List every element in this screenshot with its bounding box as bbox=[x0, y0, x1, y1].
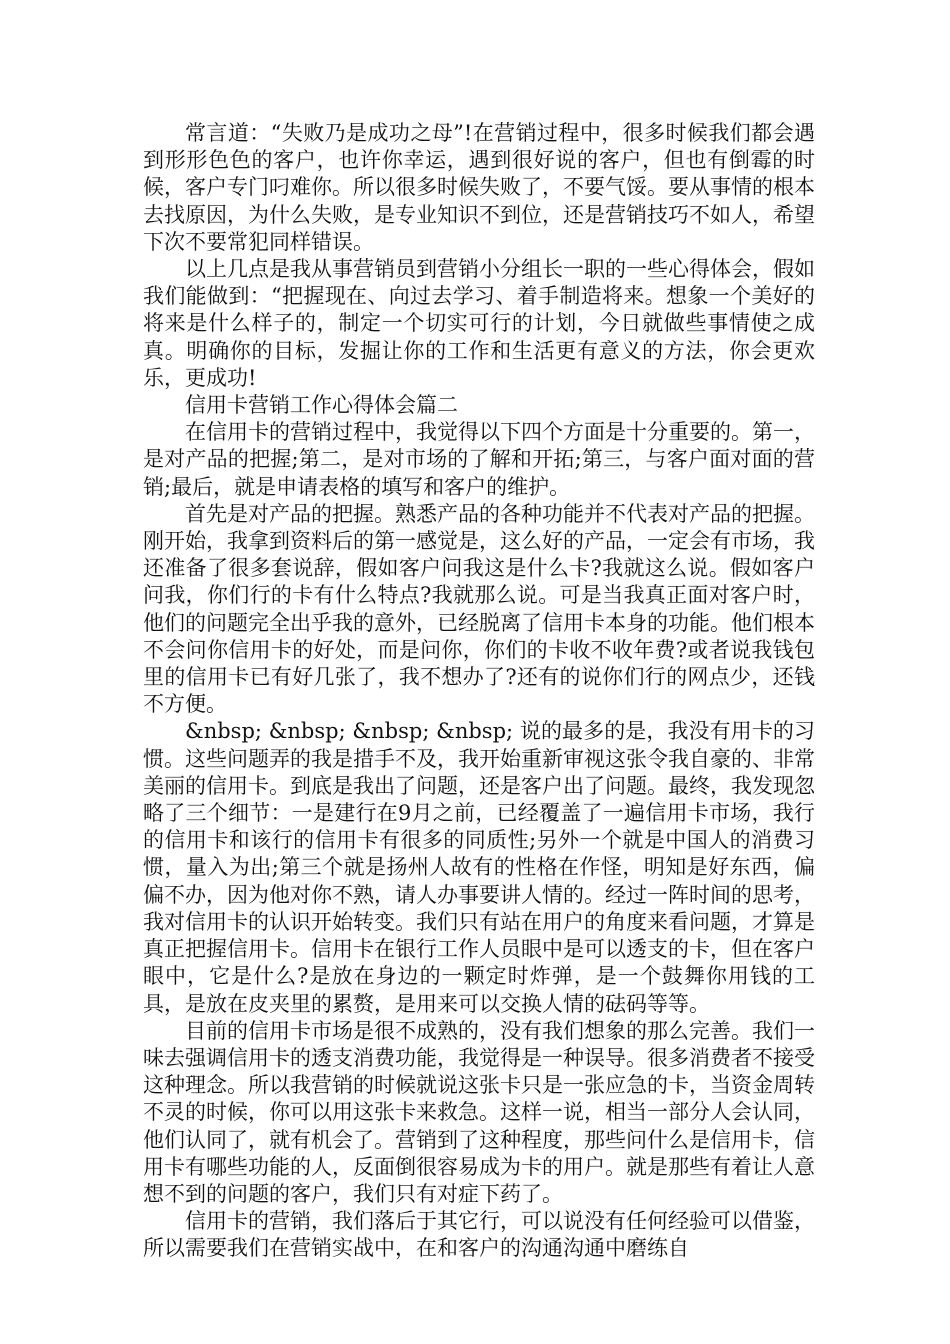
paragraph: 目前的信用卡市场是很不成熟的，没有我们想象的那么完善。我们一味去强调信用卡的透支消费功能，我觉得是一种误导。很多消费者不接受这种理念。所以我营销的时候就说这张卡只是一张应急的卡，当资金周转不灵的时候，你可以用这张卡来救急。这样一说，相当一部分人会认同，他们认同了，就有机会了。营销到了这种程度，那些问什么是信用卡，信用卡有哪些功能的人，反面倒很容易成为卡的用户。就是那些有着让人意想不到的问题的客户，我们只有对症下药了。 bbox=[143, 1018, 815, 1206]
paragraph: 常言道：“失败乃是成功之母”!在营销过程中，很多时候我们都会遇到形形色色的客户，也许你幸运，遇到很好说的客户，但也有倒霉的时候，客户专门叼难你。所以很多时候失败了，不要气馁。要从事情的根本去找原因，为什么失败，是专业知识不到位，还是营销技巧不如人，希望下次不要常犯同样错误。 bbox=[143, 121, 815, 254]
paragraph: 以上几点是我从事营销员到营销小分组长一职的一些心得体会，假如我们能做到：“把握现在、向过去学习、着手制造将来。想象一个美好的将来是什么样子的，制定一个切实可行的计划，今日就做些事情使之成真。明确你的目标，发掘让你的工作和生活更有意义的方法，你会更欢乐，更成功! bbox=[143, 257, 815, 390]
paragraph: 信用卡的营销，我们落后于其它行，可以说没有任何经验可以借鉴，所以需要我们在营销实战中，在和客户的沟通沟通中磨练自 bbox=[143, 1209, 815, 1261]
paragraph: 在信用卡的营销过程中，我觉得以下四个方面是十分重要的。第一，是对产品的把握;第二，是对市场的了解和开拓;第三，与客户面对面的营销;最后，就是申请表格的填写和客户的维护。 bbox=[143, 420, 815, 499]
document-body bbox=[143, 120, 815, 1263]
paragraph: 首先是对产品的把握。熟悉产品的各种功能并不代表对产品的把握。刚开始，我拿到资料后的第一感觉是，这么好的产品，一定会有市场，我还准备了很多套说辞，假如客户问我这是什么卡?我就这么说。假如客户问我，你们行的卡有什么特点?我就那么说。可是当我真正面对客户时，他们的问题完全出乎我的意外，已经脱离了信用卡本身的功能。他们根本不会问你信用卡的好处，而是问你，你们的卡收不收年费?或者说我钱包里的信用卡已有好几张了，我不想办了?还有的说你们行的网点少，还钱不方便。 bbox=[143, 501, 815, 717]
paragraph: &nbsp; &nbsp; &nbsp; &nbsp; 说的最多的是，我没有用卡的习惯。这些问题弄的我是措手不及，我开始重新审视这张令我自豪的、非常美丽的信用卡。到底是我出了问题，还是客户出了问题。最终，我发现忽略了三个细节：一是建行在9月之前，已经覆盖了一遍信用卡市场，我行的信用卡和该行的信用卡有很多的同质性;另外一个就是中国人的消费习惯，量入为出;第三个就是扬州人故有的性格在作怪，明知是好东西，偏偏不办，因为他对你不熟，请人办事要讲人情的。经过一阵时间的思考，我对信用卡的认识开始转变。我们只有站在用户的角度来看问题，才算是真正把握信用卡。信用卡在银行工作人员眼中是可以透支的卡，但在客户眼中，它是什么?是放在身边的一颗定时炸弹，是一个鼓舞你用钱的工具，是放在皮夹里的累赘，是用来可以交换人情的砝码等等。 bbox=[143, 719, 815, 1016]
section-heading: 信用卡营销工作心得体会篇二 bbox=[185, 393, 458, 418]
